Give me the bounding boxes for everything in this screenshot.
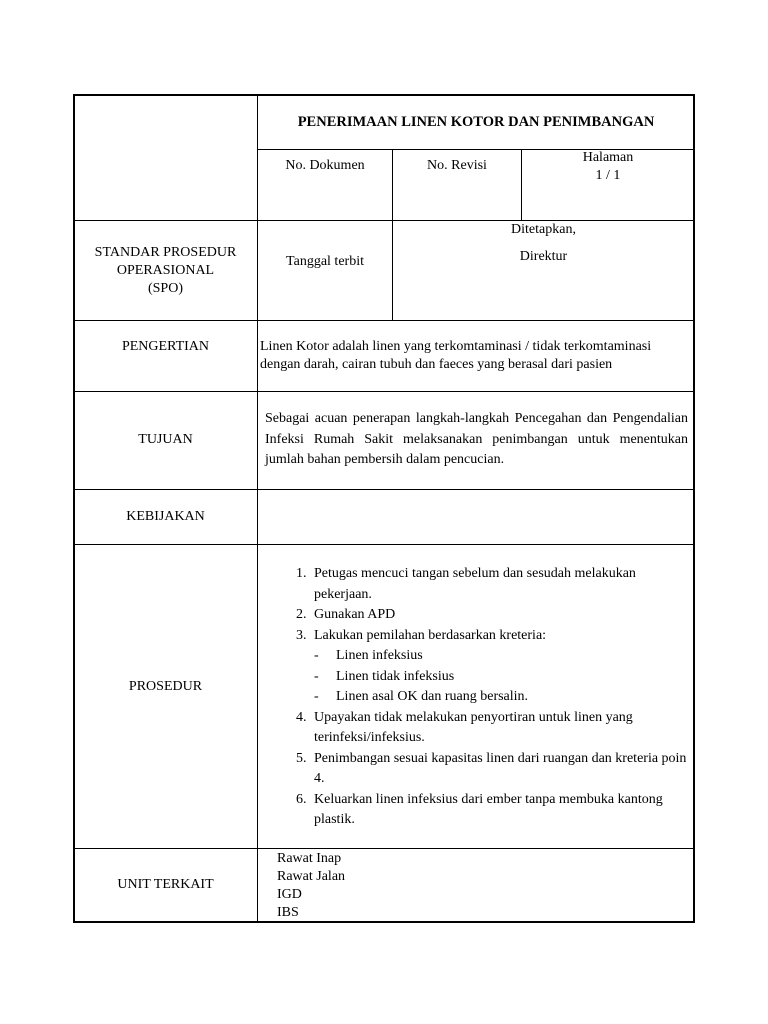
row-divider-tujuan — [74, 489, 694, 490]
prosedur-step — [310, 626, 688, 708]
spo-label-line2: OPERASIONAL — [116, 263, 215, 278]
unit-item: IGD — [277, 887, 302, 902]
document-title: PENERIMAAN LINEN KOTOR DAN PENIMBANGAN — [297, 114, 655, 130]
spo-label — [74, 244, 257, 298]
pengertian-text: Linen Kotor adalah linen yang terkomtaminasi / tidak terkomtaminasi dengan darah, cairan tubuh dan faeces yang berasal dari pasien — [260, 339, 652, 372]
unit-item: Rawat Inap — [277, 851, 342, 866]
row-divider-prosedur — [74, 848, 694, 849]
prosedur-step: 1. Petugas mencuci tangan sebelum dan sesudah melakukan pekerjaan. — [310, 564, 688, 605]
prosedur-sub-item: - Linen asal OK dan ruang bersalin. — [314, 687, 688, 708]
unit-item: IBS — [277, 905, 299, 920]
halaman-label: Halaman — [582, 150, 634, 165]
row-divider-spo — [74, 320, 694, 321]
tanggal-terbit-label: Tanggal terbit — [286, 254, 364, 269]
prosedur-sub-item: - Linen infeksius — [314, 646, 688, 667]
halaman-value: 1 / 1 — [595, 168, 621, 183]
unit-item: Rawat Jalan — [277, 869, 346, 884]
no-revisi-label: No. Revisi — [427, 158, 487, 173]
tujuan-text: Sebagai acuan penerapan langkah-langkah Pencegahan dan Pengendalian Infeksi Rumah Sakit melaksanakan penimbangan untuk menentukan jumlah bahan pembersih dalam pencucian. — [265, 411, 688, 467]
prosedur-step: 2. Gunakan APD — [310, 605, 688, 626]
tujuan-label: TUJUAN — [138, 432, 193, 447]
prosedur-step-list — [258, 564, 688, 831]
prosedur-sub-item: - Linen tidak infeksius — [314, 667, 688, 688]
row-divider-pengertian — [74, 391, 694, 392]
spo-label-line1: STANDAR PROSEDUR — [94, 245, 237, 260]
prosedur-step: 5. Penimbangan sesuai kapasitas linen dari ruangan dan kreteria poin 4. — [310, 749, 688, 790]
row-divider-header — [74, 220, 694, 221]
spo-label-line3: (SPO) — [147, 281, 183, 296]
prosedur-label: PROSEDUR — [128, 679, 203, 694]
row-divider-kebijakan — [74, 544, 694, 545]
direktur-label: Direktur — [519, 249, 568, 264]
prosedur-step: 4. Upayakan tidak melakukan penyortiran untuk linen yang terinfeksi/infeksius. — [310, 708, 688, 749]
prosedur-step-text: Lakukan pemilahan berdasarkan kreteria: — [314, 627, 547, 643]
kebijakan-label: KEBIJAKAN — [126, 509, 205, 524]
prosedur-steps — [258, 564, 688, 831]
unit-terkait-list — [277, 850, 677, 922]
prosedur-step: 6. Keluarkan linen infeksius dari ember tanpa membuka kantong plastik. — [310, 790, 688, 831]
unit-terkait-label: UNIT TERKAIT — [117, 877, 214, 892]
no-dokumen-label: No. Dokumen — [285, 158, 365, 173]
ditetapkan-label: Ditetapkan, — [511, 222, 576, 237]
pengertian-label: PENGERTIAN — [121, 339, 210, 354]
prosedur-sub-list — [314, 646, 688, 708]
